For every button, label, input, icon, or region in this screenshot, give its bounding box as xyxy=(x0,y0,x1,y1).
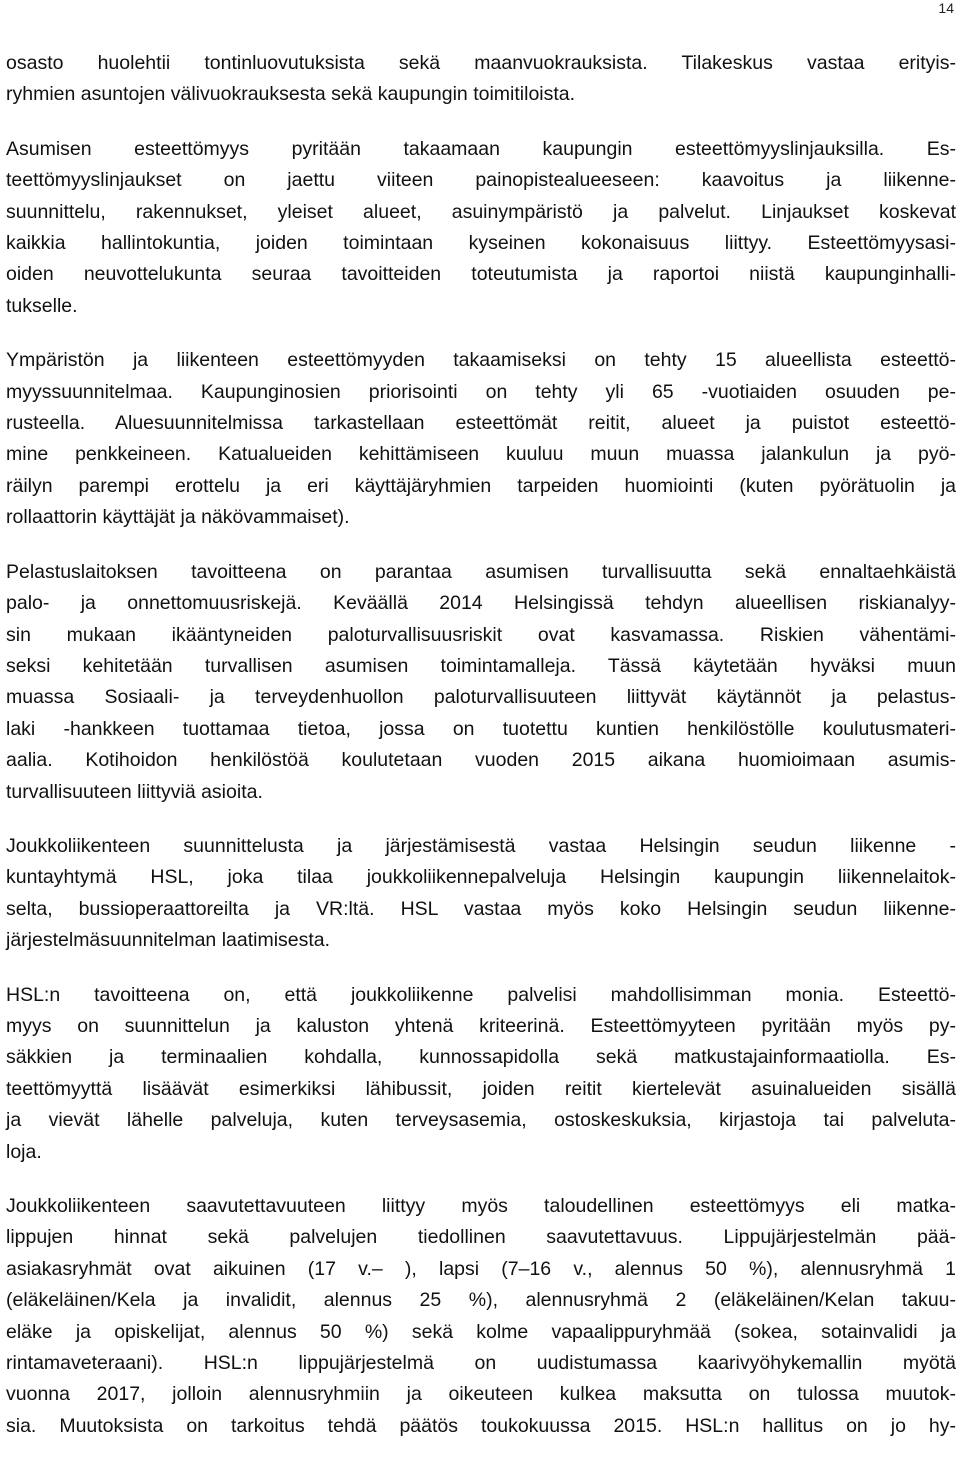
text-line: selta, bussioperaattoreilta ja VR:ltä. HSL vastaa myös koko Helsingin seudun liikenne- xyxy=(6,897,956,920)
text-line: järjestelmäsuunnitelman laatimisesta. xyxy=(6,929,331,952)
text-line: eläke ja opiskelijat, alennus 50 %) sekä kolme vapaalippuryhmää (sokea, sotainvalidi ja xyxy=(6,1320,956,1343)
text-line: HSL:n tavoitteena on, että joukkoliikenne palvelisi mahdollisimman monia. Esteettö- xyxy=(6,983,956,1006)
text-line: ja vievät lähelle palveluja, kuten terveysasemia, ostoskeskuksia, kirjastoja tai palveluta- xyxy=(6,1109,956,1132)
text-line: rintamaveteraani). HSL:n lippujärjestelmä on uudistumassa kaarivyöhykemallin myötä xyxy=(6,1352,956,1375)
text-line: laki -hankkeen tuottamaa tietoa, jossa on tuotettu kuntien henkilöstölle koulutusmateri- xyxy=(6,717,956,740)
text-line: oiden neuvottelukunta seuraa tavoitteiden toteutumista ja raportoi niistä kaupunginhalli- xyxy=(6,263,956,286)
text-line: sin mukaan ikääntyneiden paloturvallisuusriskit ovat kasvamassa. Riskien vähentämi- xyxy=(6,623,956,646)
page-number: 14 xyxy=(938,0,954,16)
text-line: sia. Muutoksista on tarkoitus tehdä päätös toukokuussa 2015. HSL:n hallitus on jo hy- xyxy=(6,1414,956,1437)
paragraph-6 xyxy=(6,980,956,1168)
text-line: myyssuunnitelmaa. Kaupunginosien priorisointi on tehty yli 65 -vuotiaiden osuuden pe- xyxy=(6,380,956,403)
text-line: Asumisen esteettömyys pyritään takaamaan kaupungin esteettömyyslinjauksilla. Es- xyxy=(6,137,956,160)
text-line: aalia. Kotihoidon henkilöstöä koulutetaan vuoden 2015 aikana huomioimaan asumis- xyxy=(6,749,956,772)
text-line: teettömyyslinjaukset on jaettu viiteen painopistealueeseen: kaavoitus ja liikenne- xyxy=(6,169,956,192)
text-line: rusteella. Aluesuunnitelmissa tarkastellaan esteettömät reitit, alueet ja puistot esteettö- xyxy=(6,412,956,435)
text-line: kuntayhtymä HSL, joka tilaa joukkoliikennepalveluja Helsingin kaupungin liikennelaitok- xyxy=(6,866,956,889)
paragraph-1 xyxy=(6,48,956,111)
text-line: seksi kehitetään turvallisen asumisen toimintamalleja. Tässä käytetään hyväksi muun xyxy=(6,654,956,677)
text-line: muassa Sosiaali- ja terveydenhuollon paloturvallisuuteen liittyvät käytännöt ja pelastus- xyxy=(6,686,956,709)
text-line: säkkien ja terminaalien kohdalla, kunnossapidolla sekä matkustajainformaatiolla. Es- xyxy=(6,1046,956,1069)
text-line: kaikkia hallintokuntia, joiden toimintaan kyseinen kokonaisuus liittyy. Esteettömyysasi- xyxy=(6,232,956,255)
text-line: mine penkkeineen. Katualueiden kehittämiseen kuuluu muun muassa jalankulun ja pyö- xyxy=(6,443,956,466)
text-line: Pelastuslaitoksen tavoitteena on parantaa asumisen turvallisuutta sekä ennaltaehkäistä xyxy=(6,560,956,583)
text-line: Joukkoliikenteen saavutettavuuteen liittyy myös taloudellinen esteettömyys eli matka- xyxy=(6,1195,956,1217)
text-line: asiakasryhmät ovat aikuinen (17 v.– ), lapsi (7–16 v., alennus 50 %), alennusryhmä 1 xyxy=(6,1257,956,1280)
text-line: vuonna 2017, jolloin alennusryhmiin ja oikeuteen kulkea maksutta on tulossa muutok- xyxy=(6,1383,956,1406)
paragraph-5 xyxy=(6,831,956,957)
paragraph-7 xyxy=(6,1191,956,1442)
text-line: suunnittelu, rakennukset, yleiset alueet, asuinympäristö ja palvelut. Linjaukset koskevat xyxy=(6,200,956,223)
text-line: Joukkoliikenteen suunnittelusta ja järjestämisestä vastaa Helsingin seudun liikenne - xyxy=(6,834,956,857)
text-line: palo- ja onnettomuusriskejä. Keväällä 2014 Helsingissä tehdyn alueellisen riskianalyy- xyxy=(6,592,956,615)
text-line: osasto huolehtii tontinluovutuksista sekä maanvuokrauksista. Tilakeskus vastaa erityis- xyxy=(6,52,956,74)
text-line: lippujen hinnat sekä palvelujen tiedollinen saavutettavuus. Lippujärjestelmän pää- xyxy=(6,1226,956,1249)
text-line: (eläkeläinen/Kela ja invalidit, alennus 25 %), alennusryhmä 2 (eläkeläinen/Kelan takuu- xyxy=(6,1289,956,1312)
document-body xyxy=(6,48,956,1465)
text-line: tukselle. xyxy=(6,294,78,317)
paragraph-4 xyxy=(6,557,956,808)
text-line: turvallisuuteen liittyviä asioita. xyxy=(6,780,263,803)
paragraph-2 xyxy=(6,134,956,322)
text-line: ryhmien asuntojen välivuokrauksesta sekä kaupungin toimitiloista. xyxy=(6,83,576,106)
text-line: myys on suunnittelun ja kaluston yhtenä kriteerinä. Esteettömyyteen pyritään myös py- xyxy=(6,1014,956,1037)
text-line: rollaattorin käyttäjät ja näkövammaiset). xyxy=(6,506,350,529)
text-line: Ympäristön ja liikenteen esteettömyyden takaamiseksi on tehty 15 alueellista esteettö- xyxy=(6,349,956,372)
text-line: teettömyyttä lisäävät esimerkiksi lähibussit, joiden reitit kiertelevät asuinalueiden sisällä xyxy=(6,1077,956,1100)
text-line: loja. xyxy=(6,1140,42,1163)
paragraph-3 xyxy=(6,345,956,533)
text-line: räilyn parempi erottelu ja eri käyttäjäryhmien tarpeiden huomiointi (kuten pyörätuolin ja xyxy=(6,474,956,497)
